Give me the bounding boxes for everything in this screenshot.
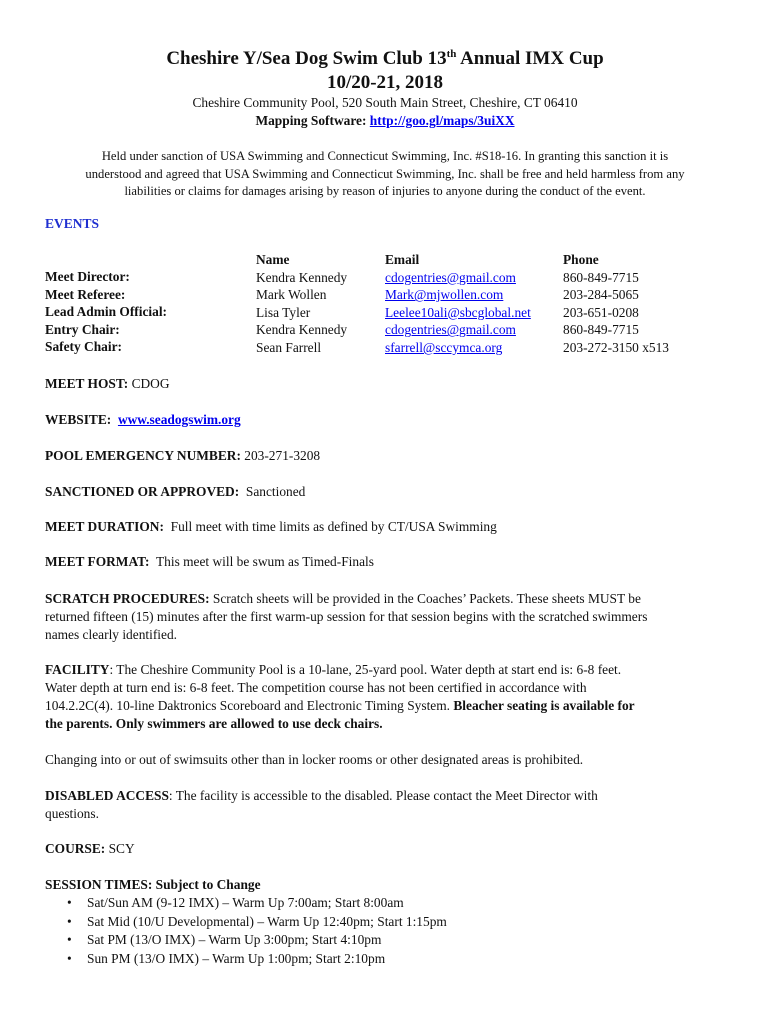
meet-host xyxy=(45,375,725,393)
facility xyxy=(45,661,725,733)
session-times-label: SESSION TIMES: Subject to Change xyxy=(45,877,261,892)
bullet-icon: • xyxy=(67,951,72,967)
mapping-link[interactable]: http://goo.gl/maps/3uiXX xyxy=(369,113,515,128)
session-time: Sun PM (13/O IMX) – Warm Up 1:00pm; Start 2:10pm xyxy=(87,951,386,967)
format-value: This meet will be swum as Timed-Finals xyxy=(149,554,374,569)
sanction-line: Held under sanction of USA Swimming and Connecticut Swimming, Inc. #S18-16. In granting this sanction it is xyxy=(101,149,669,163)
official-name: Kendra Kennedy xyxy=(256,322,348,338)
mapping-software xyxy=(0,112,770,130)
list-item xyxy=(45,894,447,913)
official-email-link[interactable]: cdogentries@gmail.com xyxy=(385,269,516,285)
scratch-procedures xyxy=(45,590,725,644)
meet-host-value: CDOG xyxy=(128,376,170,391)
pool-emergency-label: POOL EMERGENCY NUMBER: xyxy=(45,448,241,463)
official-phone: 203-651-0208 xyxy=(563,304,639,320)
scratch-text: returned fifteen (15) minutes after the first warm-up session for that session begins with the scratched swimmers xyxy=(45,609,648,624)
official-name: Kendra Kennedy xyxy=(256,269,348,285)
officials-emails xyxy=(385,251,531,357)
list-item xyxy=(45,950,447,969)
meet-host-label: MEET HOST: xyxy=(45,376,129,391)
facility-label: FACILITY xyxy=(45,662,110,677)
disabled-access xyxy=(45,787,725,823)
session-time: Sat PM (13/O IMX) – Warm Up 3:00pm; Start 4:10pm xyxy=(87,932,382,948)
pool-address: Cheshire Community Pool, 520 South Main Street, Cheshire, CT 06410 xyxy=(192,95,578,110)
role-label: Entry Chair: xyxy=(45,321,120,337)
bleacher-note: Bleacher seating is available for xyxy=(453,698,635,713)
sanctioned-value: Sanctioned xyxy=(239,484,306,499)
official-name: Sean Farrell xyxy=(256,339,322,355)
facility-text: Water depth at turn end is: 6-8 feet. The competition course has not been certified in accordance with xyxy=(45,680,587,695)
pool-emergency-value: 203-271-3208 xyxy=(240,448,321,463)
sanctioned-or-approved xyxy=(45,483,725,501)
disabled-access-label: DISABLED ACCESS xyxy=(45,788,169,803)
duration-label: MEET DURATION: xyxy=(45,519,164,534)
official-name: Mark Wollen xyxy=(256,287,327,303)
bullet-icon: • xyxy=(67,932,72,948)
meet-format xyxy=(45,553,725,571)
title-suffix: Annual IMX Cup xyxy=(456,48,604,69)
official-name: Lisa Tyler xyxy=(256,304,311,320)
meet-duration xyxy=(45,518,725,536)
sanctioned-label: SANCTIONED OR APPROVED: xyxy=(45,484,240,499)
title-text: Cheshire Y/Sea Dog Swim Club 13 xyxy=(166,48,447,69)
role-label: Lead Admin Official: xyxy=(45,304,168,320)
official-phone: 860-849-7715 xyxy=(563,269,639,285)
name-column-header: Name xyxy=(256,252,290,267)
official-email-link[interactable]: Mark@mjwollen.com xyxy=(385,287,504,303)
facility-text: : The Cheshire Community Pool is a 10-lane, 25-yard pool. Water depth at start end is: 6-8 feet. xyxy=(109,662,622,677)
role-label: Meet Director: xyxy=(45,269,130,284)
sanction-line: understood and agreed that USA Swimming and Connecticut Swimming, Inc. shall be free and held harmless from any xyxy=(85,166,685,181)
format-label: MEET FORMAT: xyxy=(45,554,150,569)
changing-policy: Changing into or out of swimsuits other than in locker rooms or other designated areas is prohibited. xyxy=(45,752,584,767)
disabled-access-text: : The facility is accessible to the disabled. Please contact the Meet Director with xyxy=(168,788,598,803)
scratch-label: SCRATCH PROCEDURES: xyxy=(45,591,210,606)
session-times-list xyxy=(45,894,447,969)
official-email-link[interactable]: sfarrell@sccymca.org xyxy=(385,339,503,355)
sanction-statement xyxy=(50,148,720,201)
course-value: SCY xyxy=(105,841,135,856)
session-time: Sat Mid (10/U Developmental) – Warm Up 12:40pm; Start 1:15pm xyxy=(87,913,447,929)
course xyxy=(45,840,725,858)
website-label: WEBSITE: xyxy=(45,412,112,427)
scratch-text: Scratch sheets will be provided in the Coaches’ Packets. These sheets MUST be xyxy=(209,591,641,606)
officials-roles xyxy=(45,268,167,356)
bullet-icon: • xyxy=(67,895,72,910)
list-item xyxy=(45,931,447,950)
list-item xyxy=(45,913,447,932)
official-email-link[interactable]: Leelee10ali@sbcglobal.net xyxy=(385,304,531,320)
email-column-header: Email xyxy=(385,252,420,267)
disabled-access-text: questions. xyxy=(45,806,99,821)
course-label: COURSE: xyxy=(45,841,106,856)
official-email-link[interactable]: cdogentries@gmail.com xyxy=(385,322,516,338)
pool-emergency-number xyxy=(45,447,725,465)
role-label: Meet Referee: xyxy=(45,286,126,302)
sanction-line: liabilities or claims for damages arising by reason of injuries to anyone during the conduct of the event. xyxy=(124,184,646,198)
title-superscript: th xyxy=(446,48,457,60)
official-phone: 203-284-5065 xyxy=(563,287,639,303)
website-link[interactable]: www.seadogswim.org xyxy=(117,412,241,427)
bullet-icon: • xyxy=(67,913,72,929)
page-title xyxy=(0,48,770,70)
official-phone: 203-272-3150 x513 xyxy=(563,339,670,355)
events-heading: EVENTS xyxy=(45,216,100,231)
facility-text: 104.2.2C(4). 10-line Daktronics Scoreboard and Electronic Timing System. xyxy=(45,698,454,713)
bleacher-note: the parents. Only swimmers are allowed to use deck chairs. xyxy=(45,716,383,731)
phone-column-header: Phone xyxy=(563,252,599,267)
official-phone: 860-849-7715 xyxy=(563,322,639,338)
duration-value: Full meet with time limits as defined by CT/USA Swimming xyxy=(163,519,497,534)
role-label: Safety Chair: xyxy=(45,339,122,355)
officials-names xyxy=(256,251,347,357)
session-times-heading xyxy=(45,876,725,894)
mapping-label: Mapping Software: xyxy=(255,113,370,128)
website xyxy=(45,411,725,429)
session-time: Sat/Sun AM (9-12 IMX) – Warm Up 7:00am; Start 8:00am xyxy=(87,895,404,910)
meet-dates: 10/20-21, 2018 xyxy=(326,72,444,93)
officials-phones xyxy=(563,251,669,357)
scratch-text: names clearly identified. xyxy=(45,627,177,642)
